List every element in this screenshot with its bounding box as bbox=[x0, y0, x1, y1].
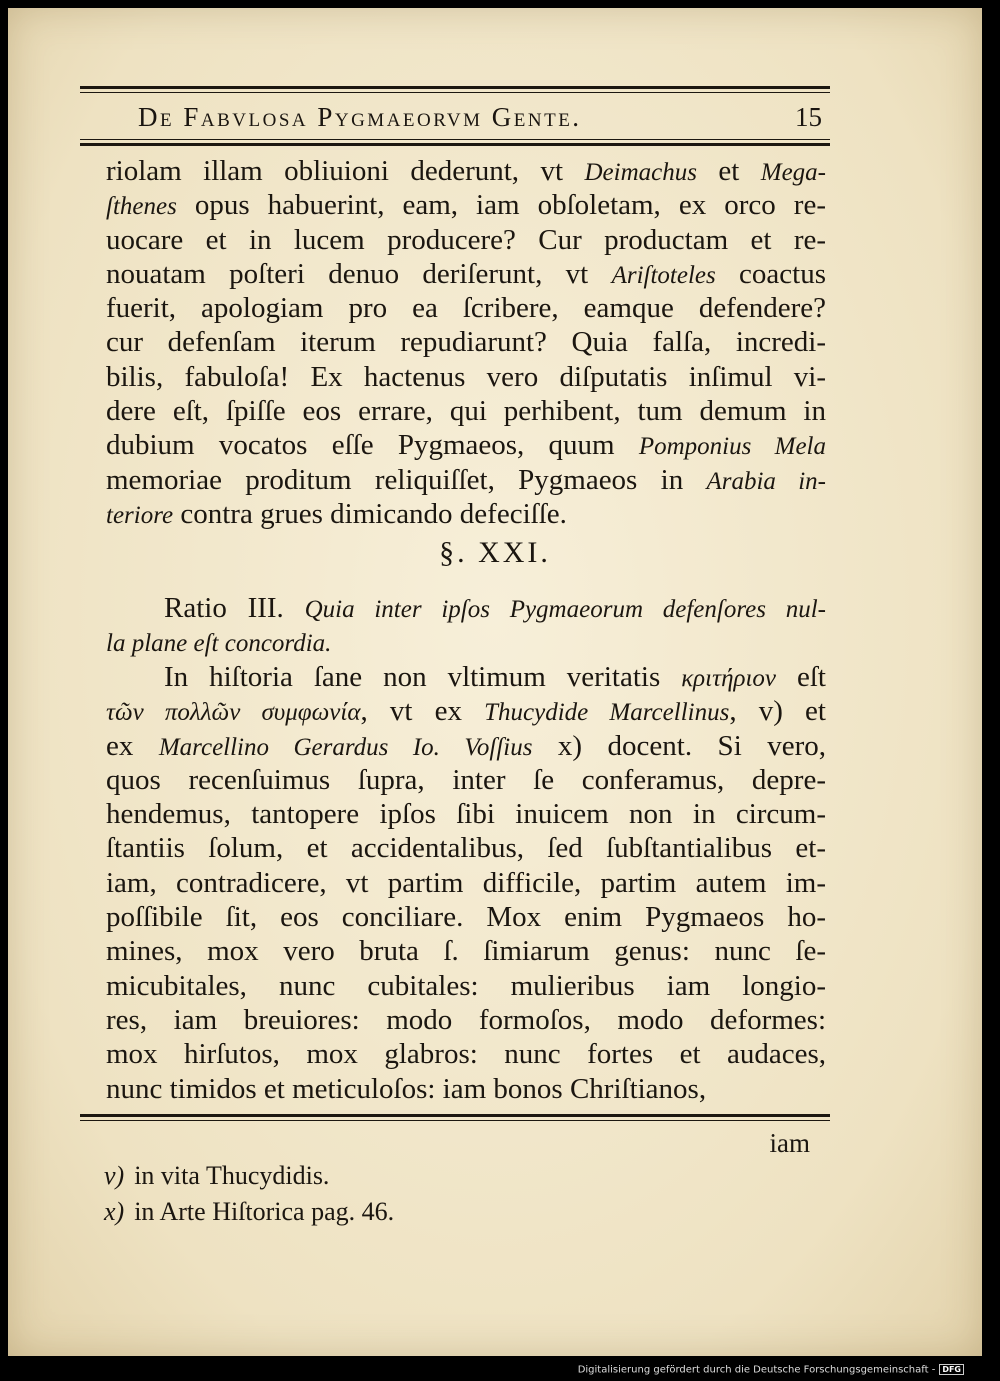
text-run: ex bbox=[106, 729, 159, 762]
text-run: iam, contradicere, vt partim difficile, partim autem im- bbox=[106, 866, 826, 899]
italic-text: teriore bbox=[106, 501, 174, 529]
catchword: iam bbox=[769, 1128, 810, 1158]
text-run: , v) et bbox=[729, 695, 826, 728]
text-line bbox=[106, 463, 826, 497]
text-line bbox=[106, 394, 826, 428]
paragraph-continuation bbox=[106, 154, 826, 531]
text-run: nouatam poſteri denuo deriſerunt, vt bbox=[106, 257, 612, 290]
text-line bbox=[106, 325, 826, 359]
text-run: contra grues dimicando defeciſſe. bbox=[173, 497, 567, 530]
text-run: nunc timidos et meticuloſos: iam bonos Chriſtianos, bbox=[106, 1072, 707, 1105]
paragraph-ratio bbox=[106, 591, 826, 660]
text-run: uocare et in lucem producere? Cur productam et re- bbox=[106, 223, 826, 256]
text-run: cur defenſam iterum repudiarunt? Quia falſa, incredi- bbox=[106, 326, 826, 359]
header-bottom-rule bbox=[80, 136, 830, 146]
text-line bbox=[106, 1037, 826, 1071]
text-run: micubitales, nunc cubitales: mulieribus iam longio- bbox=[106, 969, 826, 1002]
italic-text: Pomponius Mela bbox=[638, 433, 826, 461]
page-number: 15 bbox=[795, 102, 822, 132]
text-run: , vt ex bbox=[360, 695, 485, 728]
dfg-logo: DFG bbox=[939, 1364, 964, 1375]
text-line bbox=[106, 866, 826, 900]
text-run: eſt bbox=[776, 661, 826, 693]
paragraph-historia bbox=[106, 660, 826, 1106]
italic-text: Ariſtoteles bbox=[611, 261, 716, 289]
text-run: fuerit, apologiam pro ea ſcribere, eamque defendere? bbox=[106, 292, 826, 325]
text-line bbox=[106, 257, 826, 291]
italic-text: la plane eſt concordia. bbox=[106, 630, 332, 658]
text-line bbox=[106, 797, 826, 831]
footer-rule bbox=[80, 1114, 830, 1121]
text-run: dere eſt, ſpiſſe eos errare, qui perhibent, tum demum in bbox=[106, 395, 826, 428]
text-run: memoriae proditum reliquiſſet, Pygmaeos in bbox=[106, 463, 707, 496]
text-run: riolam illam obliuioni dederunt, vt bbox=[106, 155, 585, 187]
text-line bbox=[106, 660, 826, 694]
text-line bbox=[106, 763, 826, 797]
header-top-rule bbox=[80, 86, 830, 93]
text-line bbox=[106, 729, 826, 763]
text-line bbox=[106, 428, 826, 462]
text-line bbox=[106, 934, 826, 968]
footnote-mark: x) bbox=[104, 1197, 125, 1226]
footnote bbox=[104, 1158, 704, 1194]
italic-text: τῶν πολλῶν συμφωνία bbox=[106, 699, 361, 727]
text-run: mox hirſutos, mox glabros: nunc fortes et audaces, bbox=[106, 1038, 826, 1071]
text-run: res, iam breuiores: modo formoſos, modo deformes: bbox=[106, 1003, 826, 1036]
text-line bbox=[106, 497, 826, 531]
text-run: hendemus, tantopere ipſos ſibi inuicem non in circum- bbox=[106, 798, 826, 831]
text-line bbox=[106, 154, 826, 188]
italic-text: Mega- bbox=[760, 159, 826, 186]
text-line bbox=[106, 591, 826, 625]
section-heading: §. XXI. bbox=[439, 536, 551, 569]
text-run: ſtantiis ſolum, et accidentalibus, ſed ſubſtantialibus et- bbox=[106, 832, 826, 865]
text-run: mines, mox vero bruta ſ. ſimiarum genus: nunc ſe- bbox=[106, 935, 826, 968]
text-line bbox=[106, 188, 826, 222]
italic-text: Marcellino Gerardus Io. Voſſius bbox=[158, 733, 533, 761]
credit-text: Digitalisierung gefördert durch die Deutsche Forschungsgemeinschaft - bbox=[577, 1364, 936, 1376]
footnotes bbox=[104, 1158, 704, 1230]
running-title: De Fabvlosa Pygmaeorvm Gente. bbox=[138, 102, 582, 132]
text-line bbox=[106, 831, 826, 865]
text-line bbox=[106, 223, 826, 257]
italic-text: ſthenes bbox=[106, 193, 177, 221]
italic-text: Deimachus bbox=[584, 159, 697, 186]
text-line bbox=[106, 291, 826, 325]
text-run: x) docent. Si vero, bbox=[532, 729, 826, 762]
footnote-mark: v) bbox=[104, 1161, 125, 1190]
text-line bbox=[106, 900, 826, 934]
italic-text: Arabia in- bbox=[706, 467, 826, 495]
italic-text: κριτήριον bbox=[681, 665, 777, 692]
text-run: dubium vocatos eſſe Pygmaeos, quum bbox=[106, 429, 639, 462]
text-run: poſſibile ſit, eos conciliare. Mox enim Pygmaeos ho- bbox=[106, 901, 826, 934]
digitization-credit bbox=[578, 1364, 964, 1376]
text-run: quos recenſuimus ſupra, inter ſe conferamus, depre- bbox=[106, 763, 826, 796]
footnote bbox=[104, 1194, 704, 1230]
book-page bbox=[8, 8, 982, 1356]
text-run: opus habuerint, eam, iam obſoletam, ex orco re- bbox=[176, 189, 826, 222]
italic-text: Quia inter ipſos Pygmaeorum defenſores nul- bbox=[304, 596, 826, 623]
text-line bbox=[106, 1072, 826, 1106]
text-run: bilis, fabuloſa! Ex hactenus vero diſputatis inſimul vi- bbox=[106, 360, 826, 393]
footnote-text: in vita Thucydidis. bbox=[134, 1161, 330, 1190]
text-run: In hiſtoria ſane non vltimum veritatis bbox=[164, 661, 682, 693]
text-run: et bbox=[696, 155, 761, 187]
text-run: coactus bbox=[715, 257, 826, 290]
text-line bbox=[106, 360, 826, 394]
italic-text: Thucydide Marcellinus bbox=[484, 699, 730, 727]
text-line bbox=[106, 625, 826, 659]
text-line bbox=[106, 969, 826, 1003]
text-line bbox=[106, 694, 826, 728]
footnote-text: in Arte Hiſtorica pag. 46. bbox=[134, 1197, 395, 1226]
text-run: Ratio III. bbox=[164, 592, 305, 624]
text-line bbox=[106, 1003, 826, 1037]
